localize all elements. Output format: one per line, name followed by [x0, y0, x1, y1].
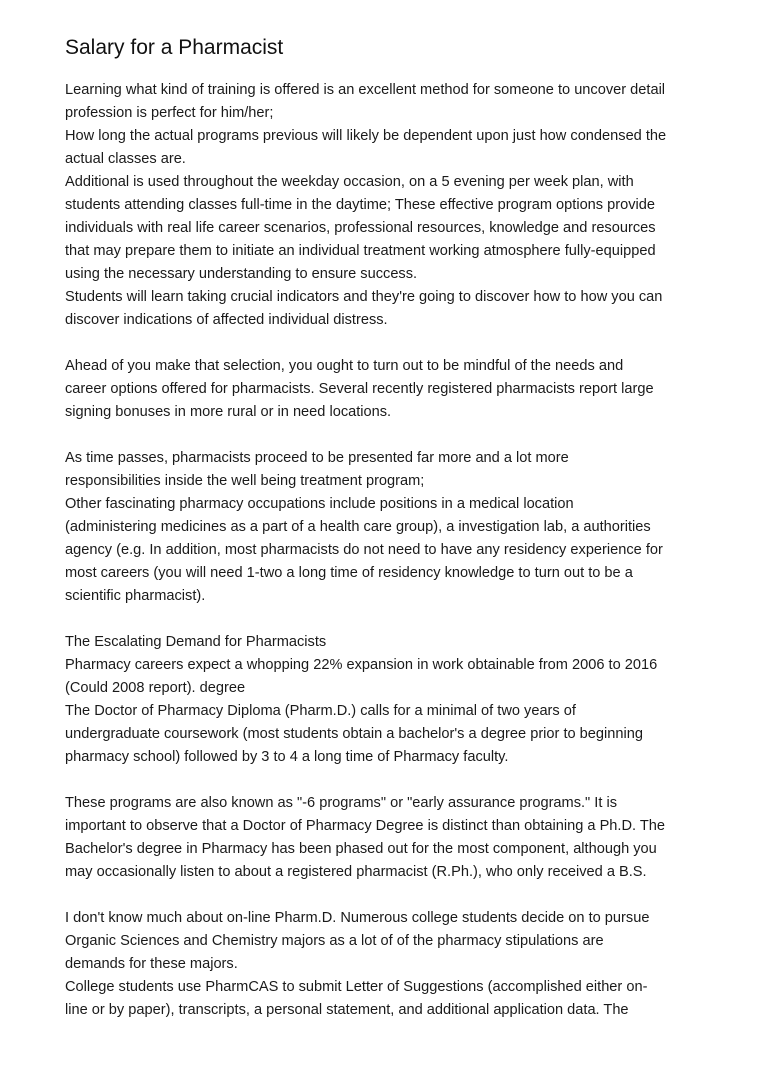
text-line: These programs are also known as "-6 programs" or "early assurance programs." It is	[65, 795, 617, 811]
paragraph-training	[65, 79, 715, 332]
text-line: that may prepare them to initiate an individual treatment working atmosphere fully-equipped	[65, 243, 656, 259]
text-line: scientific pharmacist).	[65, 588, 206, 604]
paragraph-selection	[65, 355, 715, 424]
paragraph-spacer	[65, 332, 715, 355]
section-heading: The Escalating Demand for Pharmacists	[65, 634, 327, 650]
paragraph-spacer	[65, 769, 715, 792]
text-line: agency (e.g. In addition, most pharmacists do not need to have any residency experience for	[65, 542, 663, 558]
paragraph-demand	[65, 631, 715, 769]
text-line: Other fascinating pharmacy occupations include positions in a medical location	[65, 496, 574, 512]
text-line: may occasionally listen to about a registered pharmacist (R.Ph.), who only received a B.S.	[65, 864, 647, 880]
text-line: (Could 2008 report). degree	[65, 680, 246, 696]
paragraph-spacer	[65, 608, 715, 631]
paragraph-occupations	[65, 447, 715, 608]
paragraph-spacer	[65, 424, 715, 447]
text-line: important to observe that a Doctor of Pharmacy Degree is distinct than obtaining a Ph.D. The	[65, 818, 666, 834]
text-line: responsibilities inside the well being treatment program;	[65, 473, 425, 489]
text-line: demands for these majors.	[65, 956, 238, 972]
text-line: pharmacy school) followed by 3 to 4 a long time of Pharmacy faculty.	[65, 749, 509, 765]
text-line: How long the actual programs previous will likely be dependent upon just how condensed the	[65, 128, 667, 144]
text-line: individuals with real life career scenarios, professional resources, knowledge and resources	[65, 220, 656, 236]
text-line: College students use PharmCAS to submit Letter of Suggestions (accomplished either on-	[65, 979, 648, 995]
text-line: signing bonuses in more rural or in need locations.	[65, 404, 392, 420]
text-line: The Doctor of Pharmacy Diploma (Pharm.D.) calls for a minimal of two years of	[65, 703, 576, 719]
text-line: Pharmacy careers expect a whopping 22% expansion in work obtainable from 2006 to 2016	[65, 657, 658, 673]
text-line: Learning what kind of training is offered is an excellent method for someone to uncover detail	[65, 82, 666, 98]
text-line: line or by paper), transcripts, a personal statement, and additional application data. The	[65, 1002, 629, 1018]
text-line: Additional is used throughout the weekday occasion, on a 5 evening per week plan, with	[65, 174, 634, 190]
text-line: students attending classes full-time in the daytime; These effective program options provide	[65, 197, 656, 213]
text-line: career options offered for pharmacists. Several recently registered pharmacists report large	[65, 381, 654, 397]
text-line: actual classes are.	[65, 151, 186, 167]
text-line: I don't know much about on-line Pharm.D. Numerous college students decide on to pursue	[65, 910, 650, 926]
text-line: most careers (you will need 1-two a long time of residency knowledge to turn out to be a	[65, 565, 633, 581]
text-line: profession is perfect for him/her;	[65, 105, 274, 121]
text-line: As time passes, pharmacists proceed to be presented far more and a lot more	[65, 450, 569, 466]
text-line: Bachelor's degree in Pharmacy has been phased out for the most component, although you	[65, 841, 657, 857]
paragraph-programs	[65, 792, 715, 884]
text-line: (administering medicines as a part of a health care group), a investigation lab, a authorities	[65, 519, 651, 535]
text-line: Students will learn taking crucial indicators and they're going to discover how to how you can	[65, 289, 663, 305]
text-line: Ahead of you make that selection, you ought to turn out to be mindful of the needs and	[65, 358, 624, 374]
text-line: discover indications of affected individual distress.	[65, 312, 388, 328]
text-line: undergraduate coursework (most students obtain a bachelor's a degree prior to beginning	[65, 726, 643, 742]
paragraph-pharmcas	[65, 907, 715, 1022]
text-line: Organic Sciences and Chemistry majors as a lot of of the pharmacy stipulations are	[65, 933, 604, 949]
paragraph-spacer	[65, 884, 715, 907]
text-line: using the necessary understanding to ensure success.	[65, 266, 418, 282]
document-page	[65, 34, 715, 1022]
document-title: Salary for a Pharmacist	[65, 36, 284, 59]
